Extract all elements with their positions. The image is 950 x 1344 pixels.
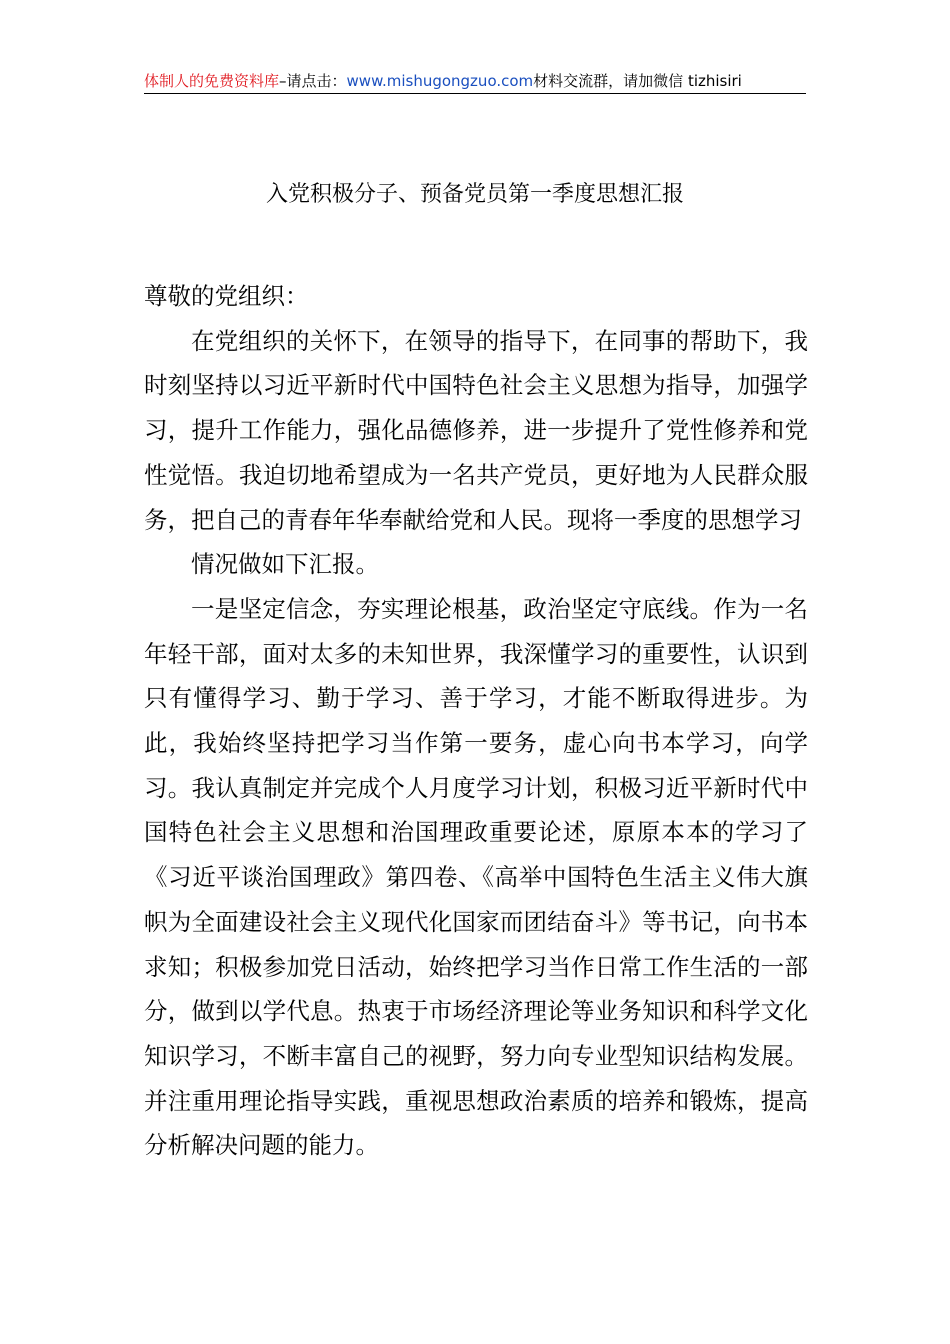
paragraph-intro: 在党组织的关怀下，在领导的指导下，在同事的帮助下，我时刻坚持以习近平新时代中国特色社会主义思想为指导，加强学习，提升工作能力，强化品德修养，进一步提升了党性修养和党性觉悟。我迫切地希望成为一名共产党员，更好地为人民群众服务，把自己的青春年华奉献给党和人民。现将一季度的思想学习	[144, 326, 808, 534]
header-brand: 体制人的免费资料库	[144, 72, 280, 90]
document-body	[144, 274, 808, 1168]
paragraph-point-one: 一是坚定信念，夯实理论根基，政治坚定守底线。作为一名年轻干部，面对太多的未知世界，我深懂学习的重要性，认识到只有懂得学习、勤于学习、善于学习，才能不断取得进步。为此，我始终坚持把学习当作第一要务，虚心向书本学习，向学习。我认真制定并完成个人月度学习计划，积极习近平新时代中国特色社会主义思想和治国理政重要论述，原原本本的学习了《习近平谈治国理政》第四卷、《高举中国特色生活主义伟大旗帜为全面建设社会主义现代化国家而团结奋斗》等书记，向书本求知；积极参加党日活动，始终把学习当作日常工作生活的一部分，做到以学代息。热衷于市场经济理论等业务知识和科学文化知识学习，不断丰富自己的视野，努力向专业型知识结构发展。并注重用理论指导实践，重视思想政治素质的培养和锻炼，提高分析解决问题的能力。	[144, 594, 808, 1160]
header-prompt: –请点击：	[279, 72, 347, 90]
header-website-link[interactable]: www.mishugongzuo.com	[346, 72, 534, 90]
page-header	[144, 70, 806, 94]
document-title: 入党积极分子、预备党员第一季度思想汇报	[265, 182, 684, 207]
paragraph-continuation: 情况做如下汇报。	[191, 550, 379, 579]
salutation: 尊敬的党组织：	[144, 282, 309, 310]
header-divider	[144, 93, 806, 94]
header-contact-text: 材料交流群，请加微信 tizhisiri	[533, 72, 742, 90]
